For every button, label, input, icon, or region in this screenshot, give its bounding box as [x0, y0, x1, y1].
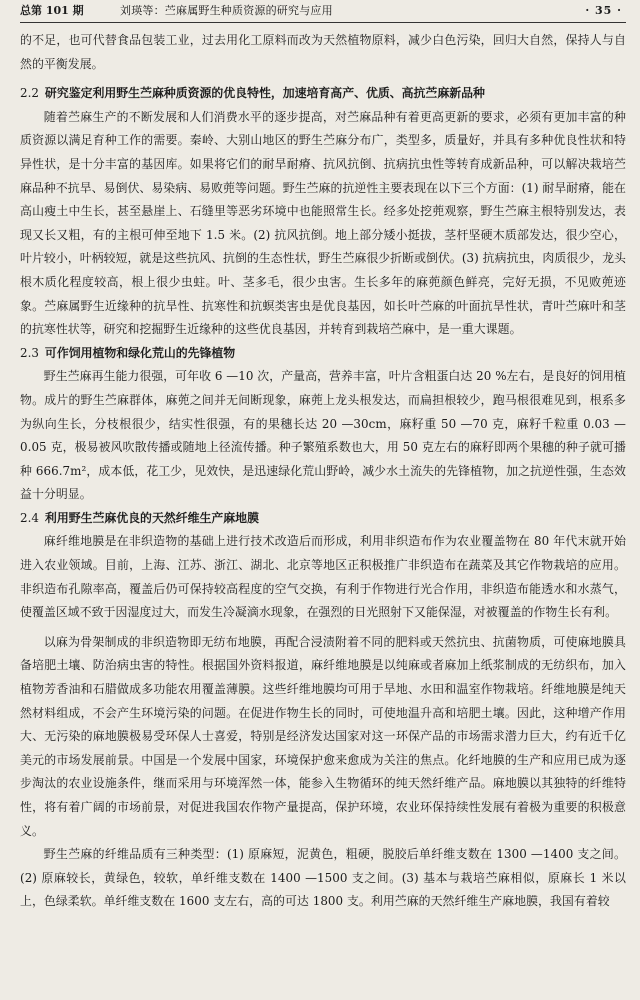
body-paragraph: 以麻为骨架制成的非织造物即无纺布地膜，再配合浸渍附着不同的肥料或天然抗虫、抗菌物质，可使麻地膜具备培肥土壤、防治病虫害的特性。根据国外资料报道，麻纤维地膜是以纯麻或者麻加上纸浆制成的无纺织布，加入植物芳香油和石腊做成多功能农用覆盖薄膜。这些纤维地膜均可用于旱地、水田和温室作物栽培。纤维地膜是纯天然材料组成，不会产生环境污染的问题。在促进作物生长的同时，可使地温升高和培肥土壤。因此，这种增产作用大、无污染的麻地膜极易受环保人士喜爱，特别是经济发达国家对这一环保产品的市场需求潜力巨大，约有近千亿美元的市场发展前景。中国是一个发展中国家，环境保护愈来愈成为关注的焦点。化纤地膜的生产和应用已成为逐步淘汰的农业设施条件，继而采用与环境浑然一体，能参入生物循环的纯天然纤维产品。麻地膜以其独特的纤维特性，将有着广阔的市场前景，对促进我国农作物产量提高，保护环境，农业环保持续性发展有着极为重要的积极意义。: [20, 634, 626, 838]
section-number: 2.4: [20, 510, 39, 525]
section-heading-2-3: [20, 342, 626, 366]
section-heading-2-4: [20, 507, 626, 531]
journal-issue: 总第 101 期: [20, 4, 84, 17]
section-heading-2-2: [20, 82, 626, 106]
section-number: 2.3: [20, 345, 39, 360]
body-paragraph: 随着苎麻生产的不断发展和人们消费水平的逐步提高，对苎麻品种有着更高更新的要求，必须有更加丰富的种质资源以满足育种工作的需要。秦岭、大别山地区的野生苎麻分布广，类型多，质量好，并具有多种优良性状和特异性状，是十分丰富的基因库。如果将它们的耐旱耐瘠、抗风抗倒、抗病抗虫性等转育成新品种，可以解决栽培苎麻品种不抗旱、易倒伏、易染病、易败蔸等问题。野生苎麻的抗逆性主要表现在以下三个方面：(1) 耐旱耐瘠，能在高山瘦土中生长，甚至悬崖上、石缝里等恶劣环境中也能照常生长。经多处挖蔸观察，野生苎麻主根特别发达，表现又长又粗，有的主根可伸至地下 1.5 米。(2) 抗风抗倒。地上部分矮小挺拔，茎杆坚硬木质部发达，很少空心，叶片较小，叶柄较短，就是这些抗风、抗倒的生态性状，野生苎麻很少折断或倒伏。(3) 抗病抗虫，肉质很少，龙头根木质化程度较高，根上很少虫蛀。叶、茎多毛，很少虫害。生长多年的麻蔸颜色鲜亮，完好无损，不见败蔸迹象。苎麻属野生近缘种的抗旱性、抗寒性和抗螟类害虫是优良基因，如长叶苎麻的叶面抗旱性状，青叶苎麻叶和茎的抗寒性状等，研究和挖掘野生近缘种的这些优良基因，并转育到栽培苎麻中，是一重大课题。: [20, 109, 626, 337]
running-title: 刘瑛等：苎麻属野生种质资源的研究与应用: [120, 4, 333, 17]
section-title: 研究鉴定利用野生苎麻种质资源的优良特性，加速培育高产、优质、高抗苎麻新品种: [44, 86, 485, 101]
body-paragraph: 野生苎麻再生能力很强，可年收 6 —10 次，产量高，营养丰富，叶片含粗蛋白达 20 %左右，是良好的饲用植物。成片的野生苎麻群体，麻蔸之间并无间断现象，麻蔸上龙头根发达，而扁担根较少，跑马根很难见到，根系多为纵向生长，分枝根很少，结实性很强，有的果穗长达 20 —30cm，麻籽重 50 —70 克，麻籽千粒重 0.03 —0.05 克，极易被风吹散传播或随地上径流传播。种子繁殖系数也大，用 50 克左右的麻籽即两个果穗的种子就可播种 666.7m²，成本低，花工少，见效快，是迅速绿化荒山野岭，减少水土流失的先锋植物，加之抗逆性强，生态效益十分明显。: [20, 369, 626, 502]
continued-paragraph: 的不足，也可代替食品包装工业，过去用化工原料而改为天然植物原料，减少白色污染，回归大自然，保持人与自然的平衡发展。: [20, 33, 626, 71]
section-title: 可作饲用植物和绿化荒山的先锋植物: [44, 345, 236, 360]
page-number: · 35 ·: [585, 4, 622, 17]
body-paragraph: 野生苎麻的纤维品质有三种类型：(1) 原麻短，泥黄色，粗硬，脱胶后单纤维支数在 1300 —1400 支之间。(2) 原麻较长，黄绿色，较软，单纤维支数在 1400 —1500 支之间。(3) 基本与栽培苎麻相似，原麻长 1 米以上，色绿柔软。单纤维支数在 1600 支左右，高的可达 1800 支。利用苎麻的天然纤维生产麻地膜，我国有着较: [20, 847, 626, 909]
section-number: 2.2: [20, 86, 39, 101]
section-title: 利用野生苎麻优良的天然纤维生产麻地膜: [44, 510, 259, 525]
running-header: [20, 0, 626, 23]
body-paragraph: 麻纤维地膜是在非织造物的基础上进行技术改造后而形成，利用非织造布作为农业覆盖物在 80 年代末就开始进入农业领域。目前，上海、江苏、浙江、湖北、北京等地区正积极推广非织造布在蔬菜及其它作物栽培的应用。非织造布孔隙率高，覆盖后仍可保持较高程度的空气交换，有利于作物进行光合作用，非织造布能透水和水蒸气，使覆盖区域不致于因湿度过大，而发生冷凝滴水现象，在强烈的日光照射下又能保湿，对被覆盖的作物生长有利。: [20, 534, 626, 620]
